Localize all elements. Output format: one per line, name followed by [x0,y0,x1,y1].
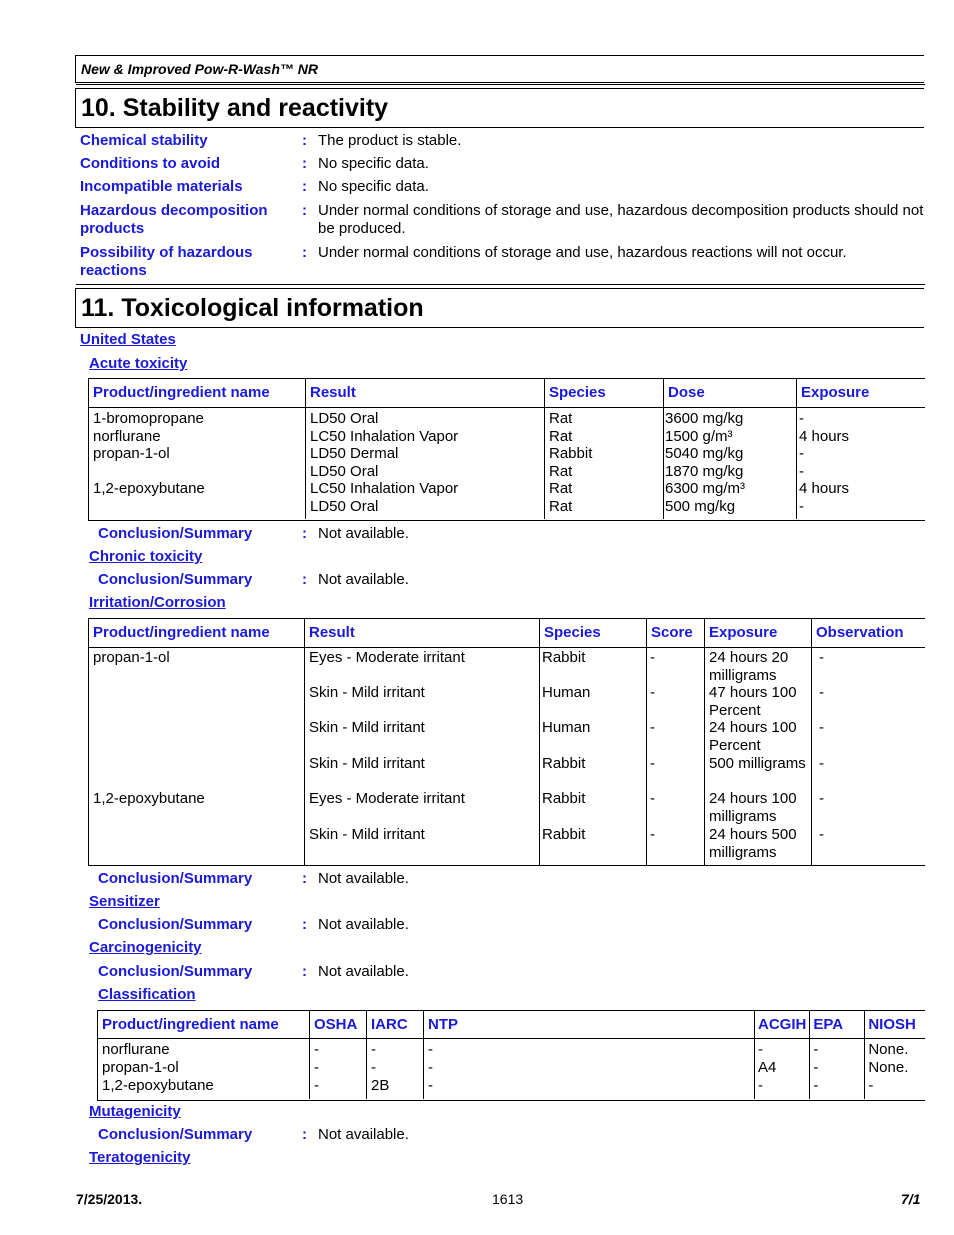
table-cell: norflurane propan-1-ol 1,2-epoxybutane [102,1041,214,1094]
table-cell: Eyes - Moderate irritant Skin - Mild irritant Skin - Mild irritant Skin - Mild irritant Eyes - Moderate irritant Skin - Mild irritant [305,647,540,865]
table-cell: - - 2B [367,1039,424,1099]
classification-link[interactable]: Classification [98,986,196,1003]
footer-page: 7/1 [901,1191,921,1207]
mutagenicity-link[interactable]: Mutagenicity [89,1103,181,1120]
table-cell: 24 hours 20 milligrams 47 hours 100 Percent 24 hours 100 Percent 500 milligrams 24 hours 100 milligrams 24 hours 500 milligrams [705,647,812,865]
col-header: Exposure [705,619,812,647]
carcinogenicity-conclusion-label: Conclusion/Summary [98,963,253,980]
col-header: Observation [812,619,926,647]
incompatible-materials-value: No specific data. [318,178,429,195]
table-cell: LD50 Oral LC50 Inhalation Vapor LD50 Dermal LD50 Oral LC50 Inhalation Vapor LD50 Oral [306,407,545,519]
irritation-table [88,618,925,866]
sensitizer-link[interactable]: Sensitizer [89,893,160,910]
colon: : [302,525,307,542]
table-cell: - - - [810,1039,865,1099]
conditions-to-avoid-value: No specific data. [318,155,429,172]
col-header: Score [647,619,705,647]
colon: : [302,916,307,933]
col-header: EPA [810,1011,865,1039]
col-header: Result [306,379,545,407]
colon: : [302,571,307,588]
incompatible-materials-label: Incompatible materials [80,178,243,195]
table-cell: 3600 mg/kg 1500 g/m³ 5040 mg/kg 1870 mg/kg 6300 mg/m³ 500 mg/kg [664,407,797,519]
mutagenicity-conclusion-value: Not available. [318,1126,409,1143]
section-11-header [75,288,924,328]
footer-code: 1613 [492,1191,524,1207]
colon: : [302,1126,307,1143]
col-header: Species [540,619,647,647]
table-cell: Rat Rat Rabbit Rat Rat Rat [545,407,664,519]
col-header: NTP [424,1011,755,1039]
table-cell: 1-bromopropane norflurane propan-1-ol 1,2-epoxybutane [93,409,205,497]
acute-conclusion-label: Conclusion/Summary [98,525,253,542]
classification-table [97,1010,925,1101]
mutagenicity-conclusion-label: Conclusion/Summary [98,1126,253,1143]
col-header: Product/ingredient name [98,1011,310,1039]
table-cell: None. None. - [865,1039,925,1099]
section-10-title: 10. Stability and reactivity [81,94,389,122]
hazardous-decomposition-label: Hazardous decomposition products [80,202,268,237]
colon: : [302,202,307,219]
hazardous-reactions-value: Under normal conditions of storage and use, hazardous reactions will not occur. [318,244,847,261]
col-header: NIOSH [865,1011,925,1039]
united-states-link[interactable]: United States [80,331,176,348]
col-header: Dose [664,379,797,407]
table-cell: propan-1-ol 1,2-epoxybutane [93,648,205,807]
colon: : [302,244,307,261]
colon: : [302,178,307,195]
table-cell: - - - [424,1039,755,1099]
product-name: New & Improved Pow-R-Wash™ NR [81,61,318,77]
irritation-corrosion-link[interactable]: Irritation/Corrosion [89,594,226,611]
acute-toxicity-table [88,378,925,521]
colon: : [302,963,307,980]
table-cell: - 4 hours - - 4 hours - [797,407,926,519]
teratogenicity-link[interactable]: Teratogenicity [89,1149,191,1166]
hazardous-decomposition-value: Under normal conditions of storage and use, hazardous decomposition products should not be produced. [318,202,924,237]
chemical-stability-label: Chemical stability [80,132,208,149]
carcinogenicity-conclusion-value: Not available. [318,963,409,980]
colon: : [302,155,307,172]
acute-conclusion-value: Not available. [318,525,409,542]
chronic-conclusion-value: Not available. [318,571,409,588]
hazardous-reactions-label: Possibility of hazardous reactions [80,244,253,279]
section-11-title: 11. Toxicological information [81,294,424,322]
col-header: OSHA [310,1011,367,1039]
colon: : [302,870,307,887]
conditions-to-avoid-label: Conditions to avoid [80,155,220,172]
document-header [75,55,924,83]
sensitizer-conclusion-label: Conclusion/Summary [98,916,253,933]
acute-toxicity-link[interactable]: Acute toxicity [89,355,188,372]
table-cell: - A4 - [755,1039,810,1099]
col-header: Product/ingredient name [89,619,305,647]
col-header: IARC [367,1011,424,1039]
col-header: Exposure [797,379,926,407]
col-header: Result [305,619,540,647]
chronic-conclusion-label: Conclusion/Summary [98,571,253,588]
sensitizer-conclusion-value: Not available. [318,916,409,933]
footer-date: 7/25/2013. [76,1191,143,1207]
table-cell: - - - - - - [812,647,926,865]
col-header: ACGIH [755,1011,810,1039]
table-cell: Rabbit Human Human Rabbit Rabbit Rabbit [540,647,647,865]
col-header: Species [545,379,664,407]
table-cell: - - - - - - [647,647,705,865]
carcinogenicity-link[interactable]: Carcinogenicity [89,939,202,956]
col-header: Product/ingredient name [89,379,306,407]
colon: : [302,132,307,149]
chronic-toxicity-link[interactable]: Chronic toxicity [89,548,203,565]
section-10-header [75,88,924,128]
chemical-stability-value: The product is stable. [318,132,462,149]
irritation-conclusion-label: Conclusion/Summary [98,870,253,887]
table-cell: - - - [310,1039,367,1099]
irritation-conclusion-value: Not available. [318,870,409,887]
